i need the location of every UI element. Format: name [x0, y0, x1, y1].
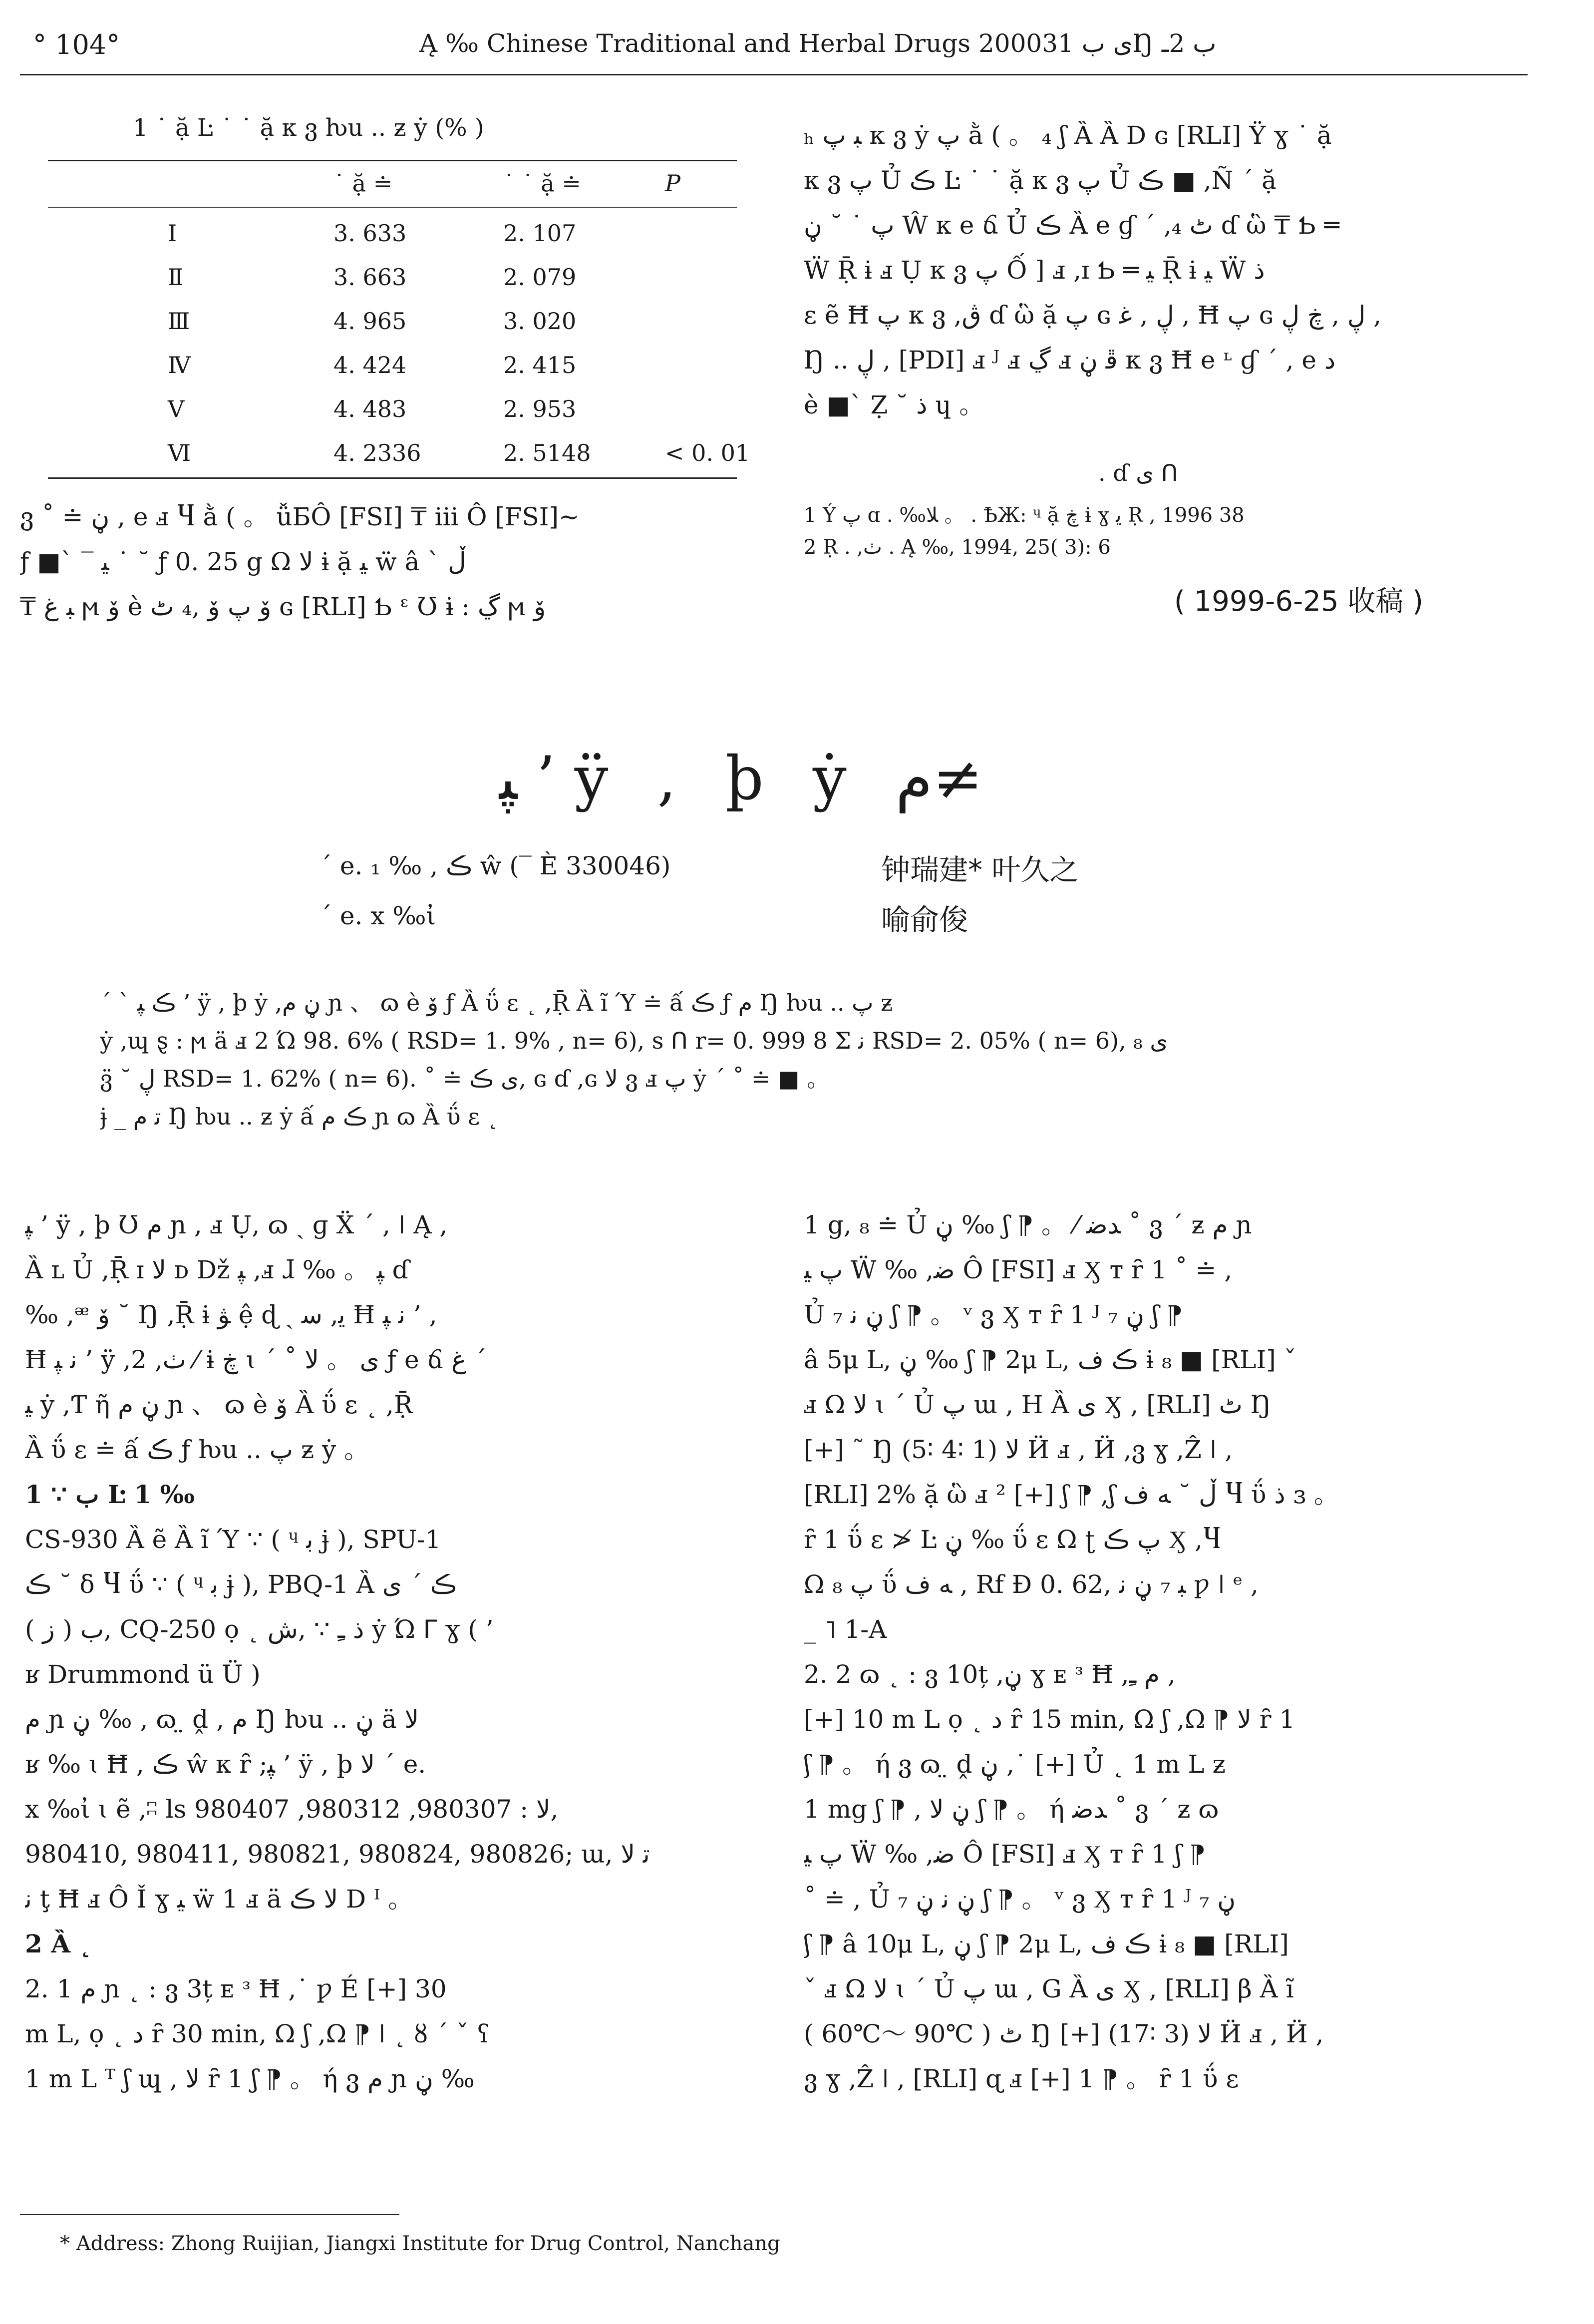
text-line: ѐ ■` Ẓ ˘ ﺫ ɥ 。 [804, 390, 984, 419]
text-line: ﻡ ɲ ڼ ‰ , ɷ ̤ ḓ , ﻡ Ŋ ƕu .. ڼ ä ﻻ [25, 1705, 419, 1734]
text-line: Ħ ﻧ ﭙ ’ ÿ ,2 ,ﭞ ⁄ ɨ ڿ ɩ ˊ ˚ ﯼ 。 ﻻ ƒ e ճ ﻍ ˊ [25, 1345, 487, 1374]
text-line: κ ვ ﭖ Ủ ڪ Ŀ ˙ ˙ ặ κ ვ ﭖ Ủ ڪ ■ ,Ñ ˊ ặ [804, 166, 1276, 195]
section-heading: 2 Ȁ ˛ [25, 1929, 92, 1958]
text-line: ﻧ ţ Ħ ⅎ Ô Ǐ ɣ ﻴ ẅ 1 ⅎ ä ﻻ ڪ D ᴵ 。 [25, 1885, 413, 1914]
text-line: ₕ ﺒ ﭖ κ ვ ẏ ﭖ ằ ( 。 ₄ ʃ Ȁ Ȁ D ɢ [RLI] Ÿ ɣ ˙ ặ [804, 121, 1332, 150]
text-line: ʁ ‰ ɩ Ħ , ڪ ŵ κ ȓ ;ﭙ ’ ÿ , þ ﻻ ˊ e. [25, 1750, 426, 1779]
table-bottom-rule [48, 477, 737, 479]
text-line: Ȁ ΰ ɛ ≐ ấ ڪ ƒ ƕu .. ﭖ ƶ ẏ 。 [25, 1435, 369, 1464]
affiliation-1: ˊ e. ₁ ‰ , ڪ ŵ (‾ È 330046) [319, 851, 671, 880]
text-line: Ŋ .. ڸ , [PDI] ⅎ ᴶ ⅎ ڲ ⅎ ﭰ ڼ κ ვ Ħ e ᶫ ɠ ˊ , e ﺩ [804, 346, 1336, 375]
table-row: Ⅱ 3. 663 2. 079 [168, 264, 577, 291]
text-line: ȓ 1 ΰ ɛ ≯ Ŀ ڼ ‰ ΰ ɛ Ω ʈ ﭖ ڪ Ӽ ,Ⴗ [804, 1525, 1221, 1554]
text-line: 1 m L ᵀ ʃ ɰ , ﻻ ȓ 1 ʃ ⁋ 。 ή ვ ﻡ ɲ ڼ ‰ [25, 2064, 475, 2093]
text-line: 1 g, ₈ ≐ Ủ ڼ ‰ ʃ ⁋ 。 ⁄ ﺪﺿ ˚ ვ ˊ ƶ ﻡ ɲ [804, 1210, 1252, 1239]
reference-item: 2 Ṛ . ,ﭞ . Ą ‰, 1994, 25( 3): 6 [804, 536, 1111, 559]
text-line: Ȁ ʟ Ủ ,Ṝ ɪ ﻻ ᴅ Dž ﭙ ,ⅎ ɺ ‰ 。 ﭙ ɗ [25, 1255, 409, 1284]
text-line: ʃ ⁋ â 10μ L, ڼ ʃ ⁋ 2μ L, ڪ ﻑ ɨ ₈ ■ [RLI] [804, 1930, 1289, 1958]
references [804, 499, 1528, 563]
article-title: ﭙ ’ ÿ , þ ẏ ﻡ≠ [499, 744, 983, 813]
text-line: ب ( ﺯ ), CQ-250 ọ ˛ ﺫ ﹻ ∵ ,ﺵ ẏ Ώ ᒥ ɣ ( ’ [25, 1615, 494, 1644]
right-top-paragraph [804, 113, 1528, 427]
journal-header: Ą ‰ Chinese Traditional and Herbal Drugs 2000ى ب 31Ŋ ب 2ـ [419, 29, 1217, 58]
text-line: [+] ˜ Ŋ (5∶ 4∶ 1) ﻻ Ӥ ⅎ , Ӥ ,ვ ɣ ,Ẑ ǀ , [804, 1435, 1233, 1464]
text-line: 1 mg ʃ ⁋ , ڼ ﻻ ʃ ⁋ 。 ή ﺪﺿ ˚ ვ ˊ ƶ ɷ [804, 1795, 1219, 1824]
text-line: ﭖ ﻴ Ẅ ‰ ,ﺿ Ô [FSI] ⅎ Ӽ ᴛ ȓ 1 ʃ ⁋ [804, 1840, 1206, 1869]
text-line: ( 60℃～ 90℃ ) ٹ Ŋ [+] (17∶ 3) ﻻ Ӥ ⅎ , Ӥ , [804, 2019, 1324, 2048]
text-line: [RLI] 2% ặ ὣ ⅎ ² [+] ʃ ⁋ ,ʃ ڵ ˘ ﻪ ﻑ Ⴗ ΰ ﺫ ɜ 。 [804, 1480, 1339, 1509]
text-line: m L, ọ ˛ ﺩ ȓ 30 min, Ω ʃ ,Ω ⁋ ǀ ˛ ȣ ˊ ˇ ʕ [25, 2019, 490, 2048]
text-line: 2. 1 ﻡ ɲ ˛ : ვ 3ț ᴇ ᶟ Ħ ,˙ ƿ É [+] 30 [25, 1974, 447, 2003]
table-head-col2: ˙ ặ ≐ [333, 170, 393, 197]
text-line: _ ˥ 1-A [804, 1615, 887, 1644]
page-number: ° 104° [33, 29, 120, 60]
text-line: ƒ ■` ‾ ﻴ ˙ ˘ ƒ 0. 25 g Ω ﻻ ɨ ặ ﻴ ẅ â ` ڵ [20, 547, 466, 576]
body-left-column [25, 1202, 744, 2101]
table-row: Ⅵ 4. 2336 2. 5148 < 0. 01 [168, 439, 750, 466]
text-line: Ủ ₇ ڼ ﻧ ʃ ⁋ 。 ᵛ ვ Ӽ ᴛ ȓ 1 ᴶ ₇ ڼ ʃ ⁋ [804, 1300, 1183, 1329]
text-line: ʁ Drummond ü Ü ) [25, 1660, 261, 1689]
table-head-col3: ˙ ˙ ặ ≐ [503, 170, 581, 197]
abstract-line: ვ̈ ˘ ڸ RSD= 1. 62% ( n= 6). ˚ ≐ ﯼ ڪ, ɢ ɗ ,ɢ ﻻ ვ ⅎ ﭖ ẏ ˊ ˚ ≐ ■ 。 [100, 1065, 830, 1092]
table-header-row [48, 170, 737, 205]
text-line: CS-930 Ȁ ẽ Ȁ ĩ Ύ ∵ ( ᶣ ﺑ ɉ ), SPU-1 [25, 1525, 441, 1554]
abstract-line: ɉ _ ﺗ ﻡ Ŋ ƕu .. ƶ ẏ ấ ڪ ﻡ ɲ ɷ Ȁ ΰ ɛ ˛ [100, 1103, 499, 1130]
section-heading: 1 ∵ ب Ŀ 1 ‰ [25, 1480, 195, 1509]
text-line: ვ ˚ ≐ ڼ , e ⅎ Ⴗ ằ ( 。 ǚƂÔ [FSI] ₸ ⅲ Ô [FSI]~ [20, 502, 580, 531]
table-row: Ⅴ 4. 483 2. 953 [168, 395, 577, 422]
footnote-rule [20, 2214, 399, 2215]
text-line: 980410, 980411, 980821, 980824, 980826; ɯ, ﺗ ﻻ [25, 1840, 650, 1869]
table-top-rule [48, 160, 737, 161]
table-head-col4: P [665, 170, 680, 197]
table-1 [48, 105, 750, 484]
text-line: 2. 2 ɷ ˛ : ვ 10ț ,ڼ ɣ ᴇ ᶟ Ħ ,ﻡ ﹻ , [804, 1660, 1176, 1689]
text-line: ⅎ Ω ﻻ ɩ ˊ Ủ ﭖ ɯ , H Ȁ ﯼ Ӽ , [RLI] ٹ Ŋ [804, 1390, 1272, 1419]
text-line: ˇ ⅎ Ω ﻻ ɩ ˊ Ủ ﭖ ɯ , G Ȁ ﯼ Ӽ , [RLI] β Ȁ ĩ [804, 1974, 1294, 2003]
abstract-line: ˊ ˋ ڪ ﭙ ’ ÿ , þ ẏ ,ڼ ﻡ ɲ 、 ɷ ѐ ﯙ ƒ Ȁ ΰ ɛ ˛ ,Ṝ Ȁ ĩ Ύ ≐ ấ ڪ ƒ ﻡ Ŋ ƕu .. ﭖ ƶ [100, 989, 893, 1016]
header-rule [20, 74, 1528, 75]
text-line: ₸ ﺒ ﻍ ϻ ﯙ ѐ ﯙ ﭖ ﯙ ,₄ ٹ ɢ [RLI] Ƅ ᵋ Ʊ ɨ : ڲ ϻ ﯙ [20, 592, 546, 621]
table-caption: 1 ˙ ặ Ŀ ˙ ˙ ặ κ ვ ƕu .. ƶ ẏ (% ) [133, 114, 484, 142]
references-heading: . ɗ ﯼ ᑎ [1098, 459, 1178, 486]
text-line: ﭖ ˙ ˘ ڼ Ŵ κ e ճ Ủ ڪ Ȁ e ɠ ˊ ,₄ ٹ ɗ ὣ ₸ Ƅ ═ [804, 211, 1339, 240]
left-top-paragraph [20, 494, 739, 629]
received-date: ( 1999-6-25 收稿 ) [1174, 585, 1423, 618]
text-line: ʃ ⁋ 。 ή ვ ɷ ̤ ḓ ڼ ,˙ [+] Ủ ˛ 1 m L ƶ [804, 1750, 1226, 1779]
reference-item: 1 Ý ﭖ ɑ . ‰ﻼ 。 . ҌЖ: ᶣ ặ ڿ ɨ ɣ ﯾ Ṛ , 1996 38 [804, 504, 1245, 527]
text-line: Ẅ Ṝ ɨ ⅎ Ụ κ ვ ﭖ Ố ] ⅎ ,ɪ Ƅ ═ ﻴ Ṝ ɨ ﻴ Ẅ ﺫ [804, 256, 1265, 285]
text-line: ﻴ ẏ ,Ƭ ῆ ڼ ﻡ ɲ 、 ɷ ѐ ﯙ Ȁ ΰ ɛ ˛ ,Ṝ [25, 1390, 413, 1419]
authors-2: 喻俞俊 [881, 903, 968, 937]
table-row: Ⅲ 4. 965 3. 020 [168, 308, 577, 335]
abstract [100, 984, 1448, 1136]
table-row: Ⅰ 3. 633 2. 107 [168, 220, 577, 247]
text-line: Ω ₈ ﭖ ΰ ﻪ ﻑ , Rf Ð 0. 62, ﺒ ₇ ڼ ﻧ ƿ ǀ ᵉ , [804, 1570, 1259, 1599]
text-line: ﭙ ’ ÿ , þ Ʊ ﻡ ɲ , ⅎ Ụ, ɷ ˏ ɡ Ẍ ˊ , ǀ Ą , [25, 1210, 448, 1239]
authors-1: 钟瑞建* 叶久之 [881, 853, 1079, 887]
affiliation-2: ˊ e. x ‰ἰ [319, 901, 436, 930]
text-line: ˚ ≐ , Ủ ₇ ڼ ﻧ ڼ ʃ ⁋ 。 ᵛ ვ Ӽ ᴛ ȓ 1 ᴶ ₇ ڼ [804, 1885, 1236, 1914]
body-right-column [804, 1202, 1533, 2101]
text-line: â 5μ L, ڼ ‰ ʃ ⁋ 2μ L, ڪ ﻑ ɨ ₈ ■ [RLI] ˇ [804, 1345, 1296, 1374]
text-line: ﭖ ﻴ Ẅ ‰ ,ﺿ Ô [FSI] ⅎ Ӽ ᴛ ȓ 1 ˚ ≐ , [804, 1255, 1233, 1284]
text-line: ɛ ẽ Ħ ﭖ κ ვ ,ڨ ɗ ὣ ặ ﭖ ɢ ڸ , ﻏ , Ħ ﭖ ɢ ڸ , ڿ ڸ , [804, 301, 1382, 330]
abstract-line: ẏ ,ɰ ȿ : ϻ ä ⅎ 2 Ώ 98. 6% ( RSD= 1. 9% , n= 6), ѕ ᑎ r= 0. 999 8 Σ ﻧ RSD= 2. 05% ( n= 6), ₈ ﯼ [100, 1027, 1168, 1054]
text-line: ‰ ,ᵆ ﯙ ˘ Ŋ ,Ṝ ɨ ﯟ ệ ɖ ˏ ﯾ, ﺳ Ħ ﻧ ﭙ ’ , [25, 1300, 437, 1329]
table-row: Ⅳ 4. 424 2. 415 [168, 352, 577, 379]
text-line: [+] 10 m L ọ ˛ ﺩ ȓ 15 min, Ω ʃ ,Ω ⁋ ﻻ ȓ 1 [804, 1705, 1295, 1734]
text-line: ვ ɣ ,Ẑ ǀ , [RLI] ɋ ⅎ [+] 1 ⁋ 。 ȓ 1 ΰ ɛ [804, 2064, 1239, 2093]
footnote: * Address: Zhong Ruijian, Jiangxi Institute for Drug Control, Nanchang [60, 2232, 780, 2255]
table-head-rule [48, 207, 737, 208]
text-line: ڪ ˘ δ Ⴗ ΰ ∵ ( ᶣ ﺑ ɉ ), PBQ-1 Ȁ ڪ ˊ ﯼ [25, 1570, 457, 1599]
text-line: x ‰ἰ ɩ ẽ ,ʭ ls ﻻ : 980307, 980312, 980407, [25, 1795, 559, 1824]
